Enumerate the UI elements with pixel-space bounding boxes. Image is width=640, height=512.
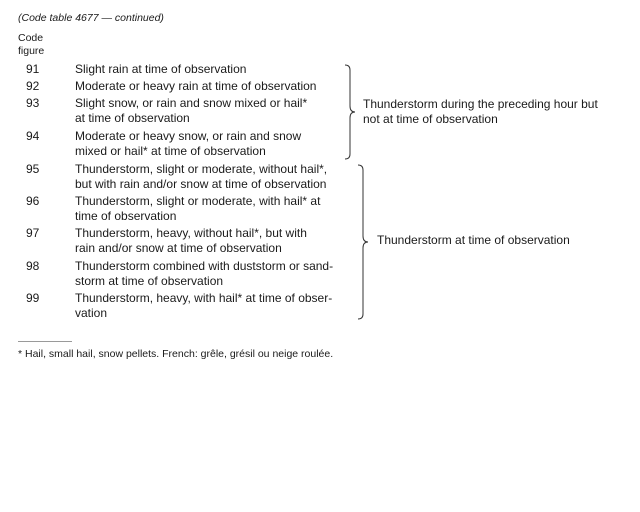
group-label-line: not at time of observation [363, 112, 498, 126]
code-figure: 92 [26, 79, 40, 93]
code-header-line-1: Code [18, 32, 44, 44]
description-line: at time of observation [75, 111, 190, 125]
code-description [75, 129, 355, 159]
description-line: storm at time of observation [75, 274, 224, 288]
description-line: Thunderstorm, slight or moderate, without hail*, [75, 162, 328, 176]
description-line: Thunderstorm, heavy, with hail* at time of obser- [75, 291, 333, 305]
group-label-line: Thunderstorm during the preceding hour but [363, 97, 598, 111]
code-description [75, 96, 355, 126]
code-figure: 98 [26, 259, 40, 273]
code-figure: 93 [26, 96, 40, 110]
code-description [75, 194, 355, 224]
code-description [75, 259, 355, 289]
code-figure: 99 [26, 291, 40, 305]
code-description [75, 226, 355, 256]
description-line: Thunderstorm combined with duststorm or sand- [75, 259, 334, 273]
description-line: Thunderstorm, heavy, without hail*, but with [75, 226, 307, 240]
code-figure: 94 [26, 129, 40, 143]
description-line: but with rain and/or snow at time of observation [75, 177, 327, 191]
footnote: * Hail, small hail, snow pellets. French: grêle, grésil ou neige roulée. [18, 348, 334, 360]
curly-brace-icon [356, 164, 370, 320]
description-line: Thunderstorm, slight or moderate, with hail* at [75, 194, 321, 208]
code-figure-header [18, 32, 58, 58]
description-line: Slight rain at time of observation [75, 62, 247, 76]
footnote-divider [18, 341, 72, 342]
curly-brace-icon [343, 64, 357, 160]
table-caption: (Code table 4677 — continued) [18, 12, 164, 24]
code-figure: 91 [26, 62, 40, 76]
description-line: rain and/or snow at time of observation [75, 241, 282, 255]
description-line: Moderate or heavy snow, or rain and snow [75, 129, 302, 143]
code-figure: 95 [26, 162, 40, 176]
description-line: Moderate or heavy rain at time of observation [75, 79, 317, 93]
code-description [75, 291, 355, 321]
description-line: mixed or hail* at time of observation [75, 144, 266, 158]
code-description [75, 79, 355, 94]
description-line: time of observation [75, 209, 177, 223]
description-line: Slight snow, or rain and snow mixed or hail* [75, 96, 308, 110]
code-figure: 96 [26, 194, 40, 208]
code-figure: 97 [26, 226, 40, 240]
group-label-at-observation [377, 233, 570, 248]
code-description [75, 62, 355, 77]
code-header-line-2: figure [18, 45, 45, 57]
description-line: vation [75, 306, 108, 320]
group-label-preceding-hour [363, 97, 598, 127]
code-description [75, 162, 355, 192]
group-label-line: Thunderstorm at time of observation [377, 233, 570, 247]
